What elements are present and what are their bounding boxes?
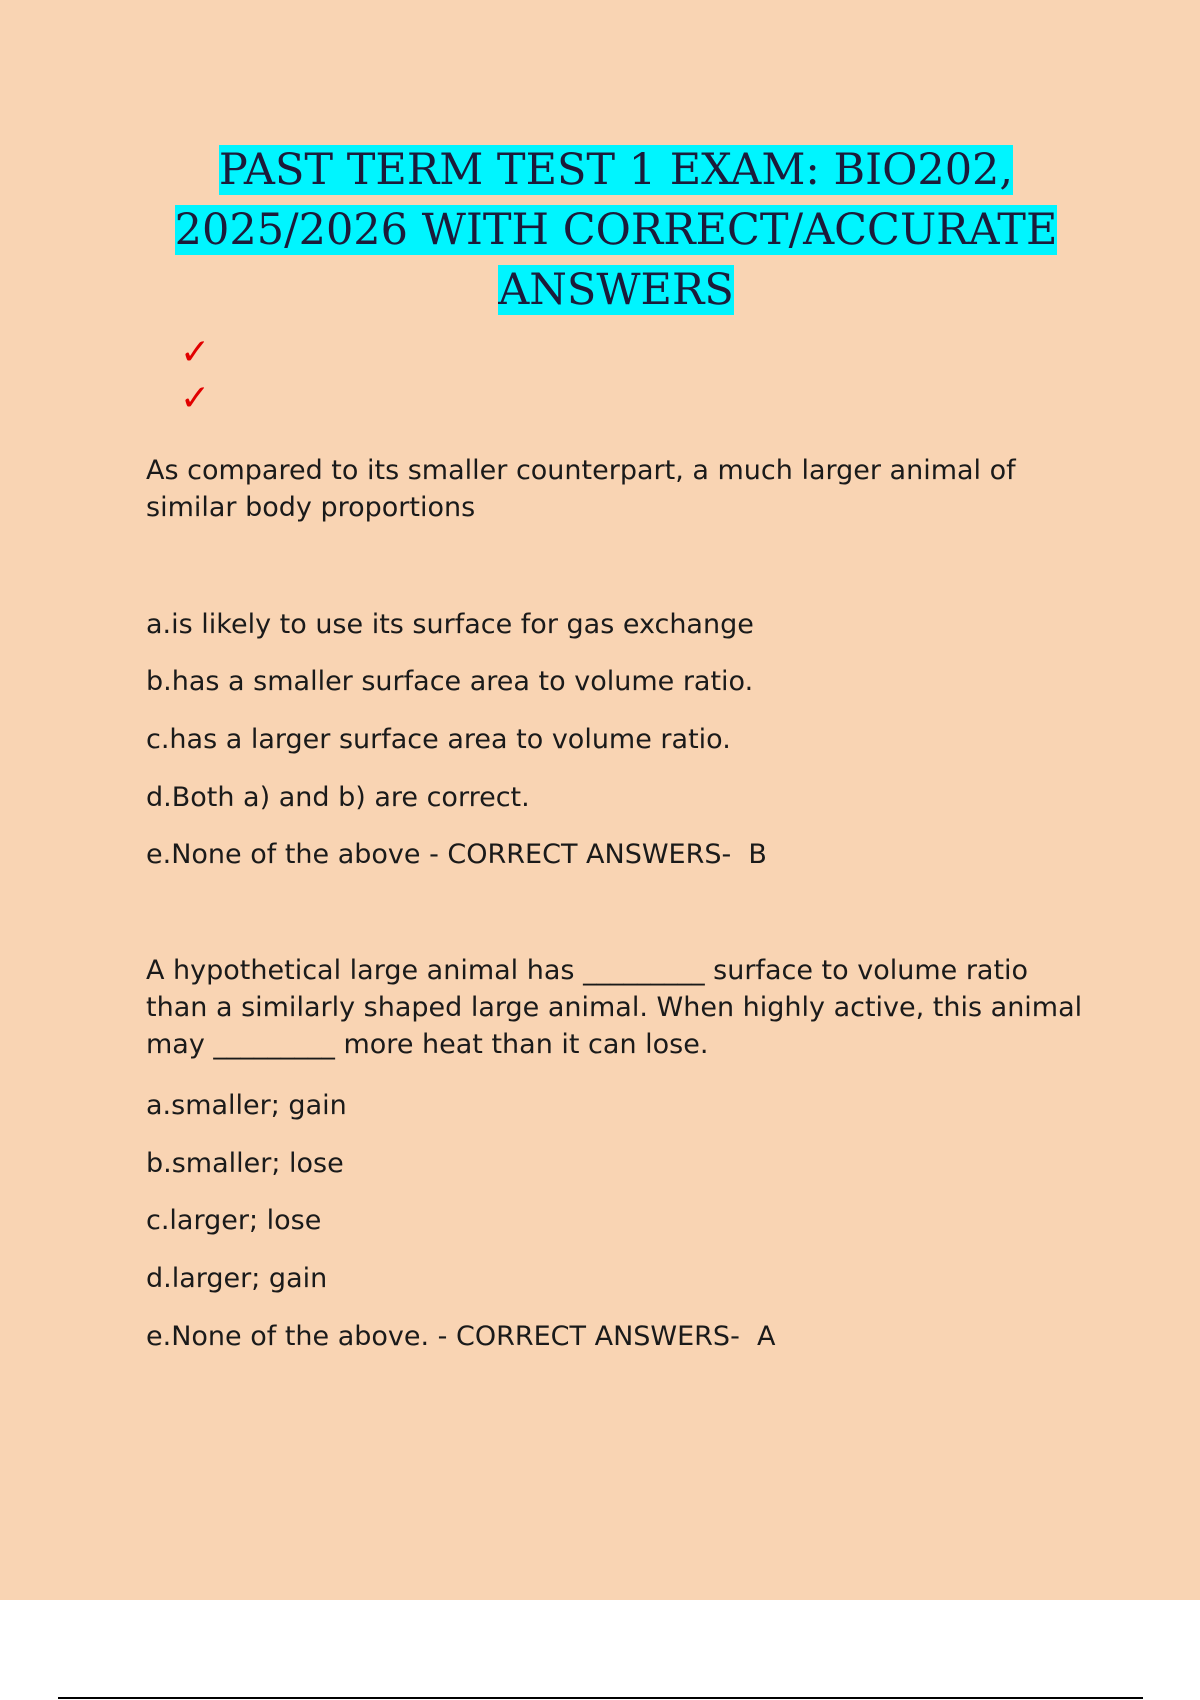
question-1-option-b: b.has a smaller surface area to volume ratio. [146,666,754,697]
title-line-3: ANSWERS [498,265,734,315]
title-line-2: 2025/2026 WITH CORRECT/ACCURATE [174,205,1058,255]
question-1-option-d: d.Both a) and b) are correct. [146,782,530,813]
question-2-option-e: e.None of the above. - CORRECT ANSWERS- A [146,1321,776,1352]
question-1-text: As compared to its smaller counterpart, a much larger animal of similar body proportions [146,455,1016,523]
footer-divider [58,1697,1143,1699]
question-2-option-d: d.larger; gain [146,1263,328,1294]
question-2-option-c: c.larger; lose [146,1205,322,1236]
question-1-option-c: c.has a larger surface area to volume ratio. [146,724,731,755]
question-2-text: A hypothetical large animal has _________ surface to volume ratio than a similarly shaped large animal. When highly active, this animal may _________ more heat than it can lose. [146,955,1083,1060]
checkmark-icon: ✓ [180,378,211,419]
question-2-option-b: b.smaller; lose [146,1148,344,1179]
checkmark-icon: ✓ [180,332,211,373]
document-title [100,140,1132,320]
question-1-option-e: e.None of the above - CORRECT ANSWERS- B [146,839,767,870]
question-2-option-a: a.smaller; gain [146,1090,347,1121]
checkmark-list [180,330,210,422]
question-1-option-a: a.is likely to use its surface for gas exchange [146,609,754,640]
title-line-1: PAST TERM TEST 1 EXAM: BIO202, [218,145,1014,195]
